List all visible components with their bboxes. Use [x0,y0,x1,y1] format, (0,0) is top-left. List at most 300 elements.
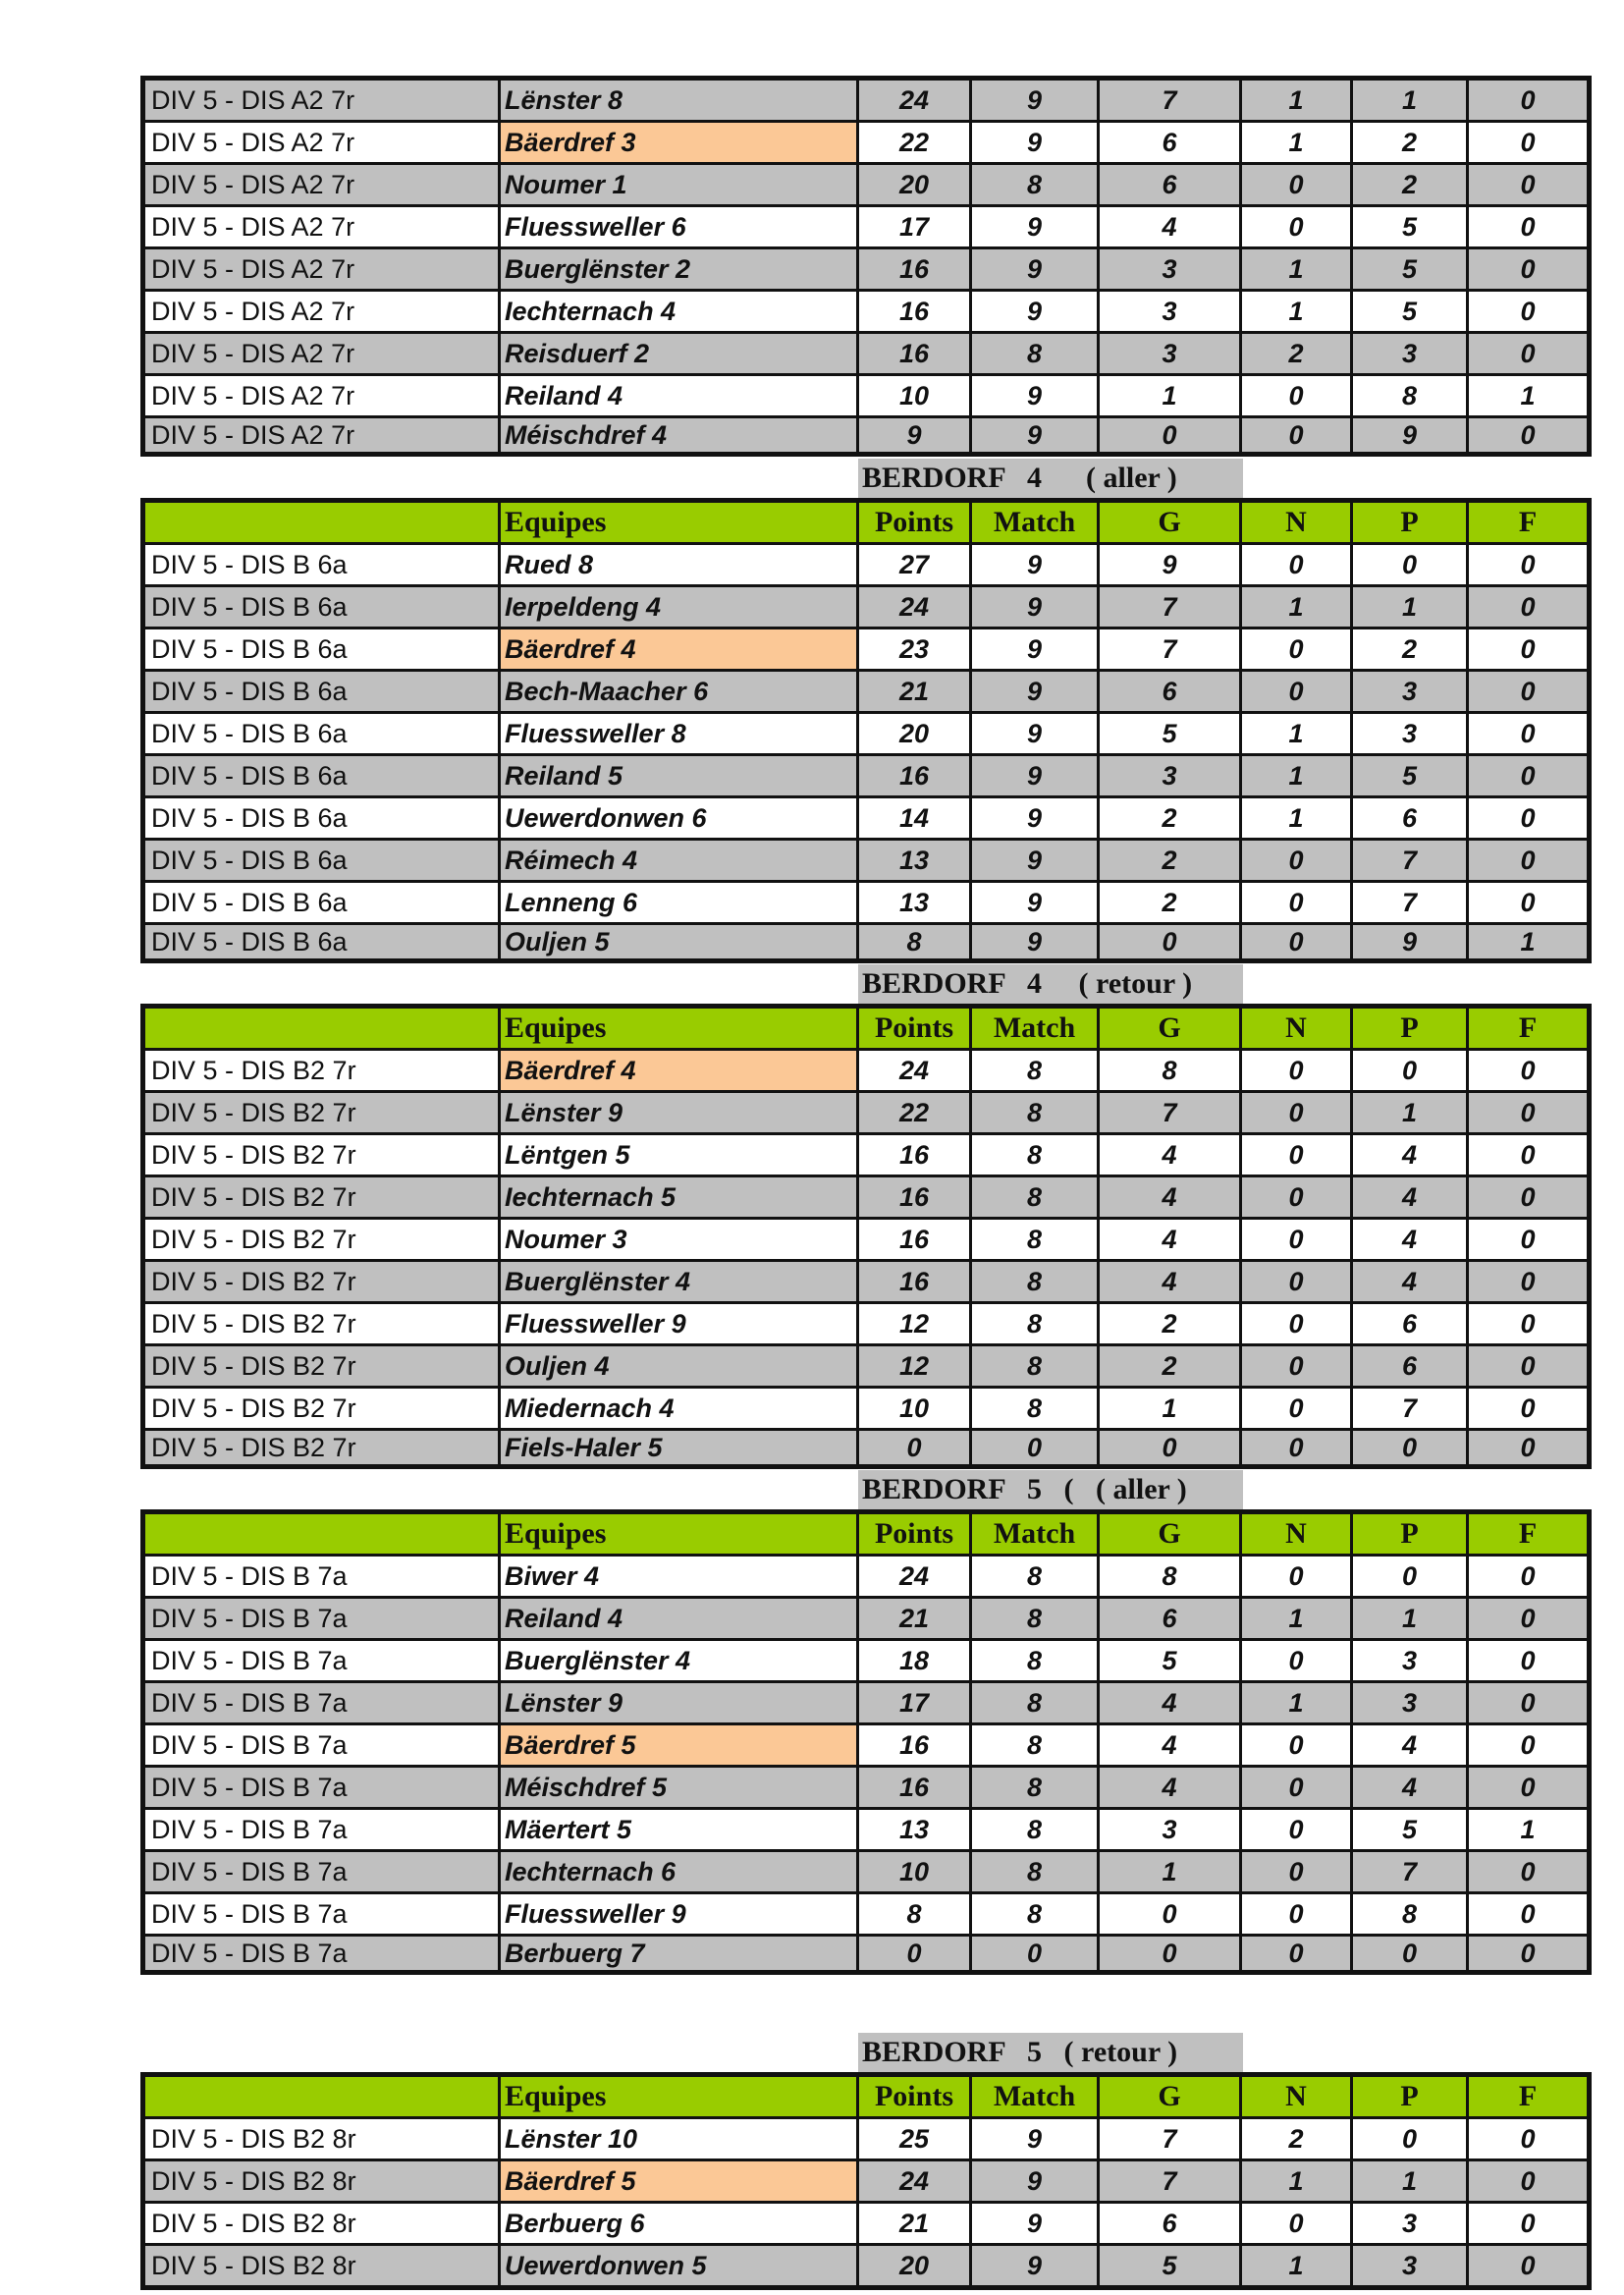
g-cell: 2 [1099,882,1241,924]
table-row [143,1893,1590,1936]
f-cell: 0 [1468,671,1590,713]
table-row [143,1809,1590,1851]
division-cell: DIV 5 - DIS A2 7r [143,375,500,417]
n-cell: 0 [1241,2203,1352,2245]
f-cell: 1 [1468,924,1590,961]
g-cell: 8 [1099,1556,1241,1598]
f-cell: 0 [1468,1598,1590,1640]
g-cell: 9 [1099,544,1241,586]
team-cell: Noumer 1 [500,164,858,206]
g-cell: 3 [1099,1809,1241,1851]
match-cell: 8 [971,1219,1099,1261]
match-cell: 9 [971,248,1099,291]
division-cell: DIV 5 - DIS B2 7r [143,1261,500,1303]
header-blank-cell [143,1007,500,1050]
division-cell: DIV 5 - DIS B2 8r [143,2118,500,2160]
points-cell: 24 [858,2160,971,2203]
f-cell: 0 [1468,1851,1590,1893]
g-cell: 1 [1099,375,1241,417]
n-cell: 0 [1241,417,1352,455]
header-f: F [1468,501,1590,544]
p-cell: 6 [1352,1345,1468,1388]
n-cell: 2 [1241,333,1352,375]
n-cell: 0 [1241,671,1352,713]
match-cell: 9 [971,2160,1099,2203]
division-cell: DIV 5 - DIS B 7a [143,1640,500,1682]
match-cell: 8 [971,1134,1099,1176]
n-cell: 0 [1241,206,1352,248]
f-cell: 0 [1468,2160,1590,2203]
division-cell: DIV 5 - DIS B 6a [143,755,500,797]
table-row [143,671,1590,713]
g-cell: 3 [1099,291,1241,333]
f-cell: 0 [1468,206,1590,248]
division-cell: DIV 5 - DIS B2 7r [143,1219,500,1261]
points-cell: 14 [858,797,971,840]
n-cell: 0 [1241,1092,1352,1134]
g-cell: 7 [1099,2160,1241,2203]
header-equipes: Equipes [500,1007,858,1050]
header-p: P [1352,1512,1468,1556]
f-cell: 0 [1468,713,1590,755]
table-row [143,797,1590,840]
f-cell: 0 [1468,79,1590,122]
g-cell: 0 [1099,924,1241,961]
f-cell: 1 [1468,375,1590,417]
n-cell: 0 [1241,1556,1352,1598]
p-cell: 6 [1352,1303,1468,1345]
f-cell: 0 [1468,628,1590,671]
points-cell: 16 [858,333,971,375]
match-cell: 8 [971,1893,1099,1936]
match-cell: 8 [971,1345,1099,1388]
points-cell: 24 [858,1050,971,1092]
n-cell: 1 [1241,797,1352,840]
match-cell: 9 [971,375,1099,417]
team-cell: Uewerdonwen 6 [500,797,858,840]
n-cell: 1 [1241,79,1352,122]
team-cell: Buerglënster 4 [500,1640,858,1682]
table-row [143,122,1590,164]
p-cell: 5 [1352,206,1468,248]
points-cell: 9 [858,417,971,455]
table-row [143,1598,1590,1640]
n-cell: 1 [1241,291,1352,333]
header-g: G [1099,1007,1241,1050]
n-cell: 1 [1241,122,1352,164]
n-cell: 0 [1241,1809,1352,1851]
standings-table-5 [140,2072,1592,2290]
g-cell: 6 [1099,2203,1241,2245]
team-cell-highlighted: Bäerdref 5 [500,1724,858,1767]
division-cell: DIV 5 - DIS B2 7r [143,1176,500,1219]
header-p: P [1352,2075,1468,2118]
match-cell: 8 [971,1809,1099,1851]
f-cell: 0 [1468,1176,1590,1219]
match-cell: 8 [971,1050,1099,1092]
g-cell: 7 [1099,79,1241,122]
p-cell: 4 [1352,1767,1468,1809]
points-cell: 24 [858,79,971,122]
table-row [143,840,1590,882]
table-row [143,1682,1590,1724]
g-cell: 2 [1099,1303,1241,1345]
points-cell: 13 [858,840,971,882]
division-cell: DIV 5 - DIS B 6a [143,671,500,713]
points-cell: 10 [858,375,971,417]
division-cell: DIV 5 - DIS B2 7r [143,1388,500,1430]
table-row [143,713,1590,755]
header-points: Points [858,501,971,544]
team-cell: Rued 8 [500,544,858,586]
points-cell: 21 [858,2203,971,2245]
division-cell: DIV 5 - DIS A2 7r [143,164,500,206]
g-cell: 0 [1099,1936,1241,1973]
division-cell: DIV 5 - DIS B 6a [143,840,500,882]
table-row [143,248,1590,291]
table-row [143,1936,1590,1973]
p-cell: 2 [1352,628,1468,671]
division-cell: DIV 5 - DIS A2 7r [143,291,500,333]
f-cell: 0 [1468,1640,1590,1682]
header-f: F [1468,2075,1590,2118]
header-f: F [1468,1007,1590,1050]
p-cell: 4 [1352,1219,1468,1261]
g-cell: 4 [1099,206,1241,248]
n-cell: 1 [1241,2160,1352,2203]
match-cell: 9 [971,544,1099,586]
division-cell: DIV 5 - DIS B2 8r [143,2160,500,2203]
points-cell: 17 [858,206,971,248]
g-cell: 4 [1099,1176,1241,1219]
p-cell: 0 [1352,544,1468,586]
table-row [143,924,1590,961]
n-cell: 0 [1241,375,1352,417]
g-cell: 4 [1099,1261,1241,1303]
p-cell: 9 [1352,924,1468,961]
p-cell: 4 [1352,1724,1468,1767]
header-blank-cell [143,1512,500,1556]
team-cell: Berbuerg 6 [500,2203,858,2245]
match-cell: 8 [971,1598,1099,1640]
table-row [143,1767,1590,1809]
g-cell: 7 [1099,586,1241,628]
division-cell: DIV 5 - DIS B 7a [143,1809,500,1851]
header-match: Match [971,501,1099,544]
f-cell: 0 [1468,1261,1590,1303]
division-cell: DIV 5 - DIS B 7a [143,1851,500,1893]
f-cell: 0 [1468,417,1590,455]
division-cell: DIV 5 - DIS B 7a [143,1893,500,1936]
p-cell: 1 [1352,1598,1468,1640]
team-cell: Iechternach 4 [500,291,858,333]
match-cell: 9 [971,840,1099,882]
p-cell: 3 [1352,2203,1468,2245]
n-cell: 0 [1241,1936,1352,1973]
g-cell: 3 [1099,248,1241,291]
points-cell: 16 [858,1261,971,1303]
table-header-row [143,1512,1590,1556]
n-cell: 1 [1241,713,1352,755]
division-cell: DIV 5 - DIS A2 7r [143,79,500,122]
g-cell: 4 [1099,1219,1241,1261]
match-cell: 8 [971,1682,1099,1724]
p-cell: 2 [1352,164,1468,206]
table-row [143,417,1590,455]
header-points: Points [858,2075,971,2118]
header-f: F [1468,1512,1590,1556]
team-cell: Reiland 5 [500,755,858,797]
match-cell: 8 [971,1767,1099,1809]
points-cell: 0 [858,1936,971,1973]
n-cell: 1 [1241,1682,1352,1724]
division-cell: DIV 5 - DIS A2 7r [143,248,500,291]
table-row [143,1556,1590,1598]
points-cell: 8 [858,1893,971,1936]
g-cell: 7 [1099,628,1241,671]
p-cell: 1 [1352,2160,1468,2203]
header-match: Match [971,2075,1099,2118]
p-cell: 0 [1352,1556,1468,1598]
header-g: G [1099,2075,1241,2118]
p-cell: 4 [1352,1176,1468,1219]
team-cell: Ierpeldeng 4 [500,586,858,628]
points-cell: 20 [858,2245,971,2288]
p-cell: 0 [1352,1050,1468,1092]
match-cell: 9 [971,713,1099,755]
match-cell: 9 [971,2118,1099,2160]
header-n: N [1241,2075,1352,2118]
f-cell: 0 [1468,797,1590,840]
n-cell: 0 [1241,1640,1352,1682]
match-cell: 9 [971,291,1099,333]
header-n: N [1241,1512,1352,1556]
match-cell: 8 [971,1303,1099,1345]
team-cell: Iechternach 6 [500,1851,858,1893]
points-cell: 16 [858,248,971,291]
f-cell: 0 [1468,1303,1590,1345]
table-row [143,1851,1590,1893]
points-cell: 12 [858,1345,971,1388]
f-cell: 0 [1468,755,1590,797]
f-cell: 0 [1468,2118,1590,2160]
f-cell: 0 [1468,1134,1590,1176]
caption-berdorf-5-retour: BERDORF 5 ( retour ) [858,2033,1243,2072]
points-cell: 16 [858,1767,971,1809]
n-cell: 0 [1241,840,1352,882]
points-cell: 18 [858,1640,971,1682]
f-cell: 0 [1468,586,1590,628]
team-cell: Noumer 3 [500,1219,858,1261]
table-row [143,2203,1590,2245]
g-cell: 1 [1099,1388,1241,1430]
team-cell: Uewerdonwen 5 [500,2245,858,2288]
points-cell: 27 [858,544,971,586]
division-cell: DIV 5 - DIS B2 8r [143,2203,500,2245]
team-cell-highlighted: Bäerdref 4 [500,1050,858,1092]
f-cell: 0 [1468,333,1590,375]
g-cell: 2 [1099,840,1241,882]
n-cell: 1 [1241,586,1352,628]
n-cell: 0 [1241,1851,1352,1893]
match-cell: 9 [971,586,1099,628]
points-cell: 12 [858,1303,971,1345]
division-cell: DIV 5 - DIS B 6a [143,713,500,755]
team-cell: Méischdref 5 [500,1767,858,1809]
table-row [143,1176,1590,1219]
match-cell: 8 [971,164,1099,206]
points-cell: 24 [858,1556,971,1598]
p-cell: 7 [1352,882,1468,924]
p-cell: 1 [1352,79,1468,122]
team-cell: Méischdref 4 [500,417,858,455]
n-cell: 0 [1241,1261,1352,1303]
header-points: Points [858,1512,971,1556]
table-row [143,2245,1590,2288]
header-p: P [1352,501,1468,544]
match-cell: 9 [971,79,1099,122]
division-cell: DIV 5 - DIS B2 7r [143,1134,500,1176]
team-cell: Reiland 4 [500,375,858,417]
table-row [143,1345,1590,1388]
team-cell: Iechternach 5 [500,1176,858,1219]
p-cell: 0 [1352,2118,1468,2160]
points-cell: 16 [858,291,971,333]
division-cell: DIV 5 - DIS B2 7r [143,1050,500,1092]
header-g: G [1099,501,1241,544]
points-cell: 13 [858,1809,971,1851]
g-cell: 7 [1099,1092,1241,1134]
f-cell: 0 [1468,1345,1590,1388]
team-cell: Fluessweller 9 [500,1893,858,1936]
table-row [143,628,1590,671]
division-cell: DIV 5 - DIS A2 7r [143,417,500,455]
division-cell: DIV 5 - DIS B 7a [143,1556,500,1598]
table-row [143,1640,1590,1682]
team-cell: Lenneng 6 [500,882,858,924]
match-cell: 8 [971,1388,1099,1430]
standings-table-1 [140,76,1592,457]
division-cell: DIV 5 - DIS B 6a [143,586,500,628]
team-cell: Lënster 10 [500,2118,858,2160]
f-cell: 0 [1468,2245,1590,2288]
p-cell: 5 [1352,248,1468,291]
points-cell: 17 [858,1682,971,1724]
f-cell: 0 [1468,882,1590,924]
points-cell: 25 [858,2118,971,2160]
division-cell: DIV 5 - DIS B2 7r [143,1303,500,1345]
match-cell: 8 [971,1261,1099,1303]
f-cell: 0 [1468,1893,1590,1936]
g-cell: 4 [1099,1682,1241,1724]
match-cell: 9 [971,2203,1099,2245]
team-cell: Lëntgen 5 [500,1134,858,1176]
header-equipes: Equipes [500,501,858,544]
points-cell: 16 [858,1134,971,1176]
n-cell: 0 [1241,1430,1352,1467]
f-cell: 0 [1468,1219,1590,1261]
division-cell: DIV 5 - DIS B 7a [143,1598,500,1640]
table-row [143,206,1590,248]
standings-table-3 [140,1004,1592,1469]
g-cell: 0 [1099,417,1241,455]
p-cell: 1 [1352,1092,1468,1134]
table-row [143,164,1590,206]
table-row [143,882,1590,924]
n-cell: 0 [1241,164,1352,206]
points-cell: 0 [858,1430,971,1467]
g-cell: 0 [1099,1430,1241,1467]
match-cell: 8 [971,333,1099,375]
team-cell: Fluessweller 8 [500,713,858,755]
f-cell: 0 [1468,544,1590,586]
points-cell: 16 [858,755,971,797]
team-cell-highlighted: Bäerdref 3 [500,122,858,164]
team-cell: Fiels-Haler 5 [500,1430,858,1467]
points-cell: 16 [858,1724,971,1767]
table-row [143,1388,1590,1430]
p-cell: 8 [1352,1893,1468,1936]
team-cell: Réimech 4 [500,840,858,882]
table-row [143,1134,1590,1176]
n-cell: 0 [1241,1767,1352,1809]
p-cell: 0 [1352,1430,1468,1467]
p-cell: 7 [1352,1851,1468,1893]
header-blank-cell [143,2075,500,2118]
table-row [143,1219,1590,1261]
table-row [143,1303,1590,1345]
f-cell: 0 [1468,1388,1590,1430]
n-cell: 0 [1241,628,1352,671]
team-cell: Lënster 9 [500,1682,858,1724]
division-cell: DIV 5 - DIS B2 7r [143,1345,500,1388]
n-cell: 0 [1241,1050,1352,1092]
team-cell: Ouljen 4 [500,1345,858,1388]
n-cell: 0 [1241,1388,1352,1430]
p-cell: 5 [1352,755,1468,797]
division-cell: DIV 5 - DIS B2 7r [143,1092,500,1134]
p-cell: 3 [1352,333,1468,375]
p-cell: 4 [1352,1261,1468,1303]
points-cell: 10 [858,1851,971,1893]
match-cell: 9 [971,122,1099,164]
n-cell: 2 [1241,2118,1352,2160]
n-cell: 0 [1241,1893,1352,1936]
header-equipes: Equipes [500,1512,858,1556]
header-blank-cell [143,501,500,544]
header-match: Match [971,1512,1099,1556]
header-match: Match [971,1007,1099,1050]
team-cell: Ouljen 5 [500,924,858,961]
header-p: P [1352,1007,1468,1050]
match-cell: 9 [971,628,1099,671]
p-cell: 0 [1352,1936,1468,1973]
team-cell: Lënster 8 [500,79,858,122]
match-cell: 9 [971,882,1099,924]
p-cell: 3 [1352,2245,1468,2288]
p-cell: 3 [1352,713,1468,755]
g-cell: 5 [1099,2245,1241,2288]
g-cell: 4 [1099,1724,1241,1767]
match-cell: 8 [971,1640,1099,1682]
standings-table-2 [140,498,1592,963]
match-cell: 9 [971,417,1099,455]
match-cell: 9 [971,2245,1099,2288]
team-cell: Bech-Maacher 6 [500,671,858,713]
header-equipes: Equipes [500,2075,858,2118]
f-cell: 0 [1468,164,1590,206]
f-cell: 0 [1468,248,1590,291]
